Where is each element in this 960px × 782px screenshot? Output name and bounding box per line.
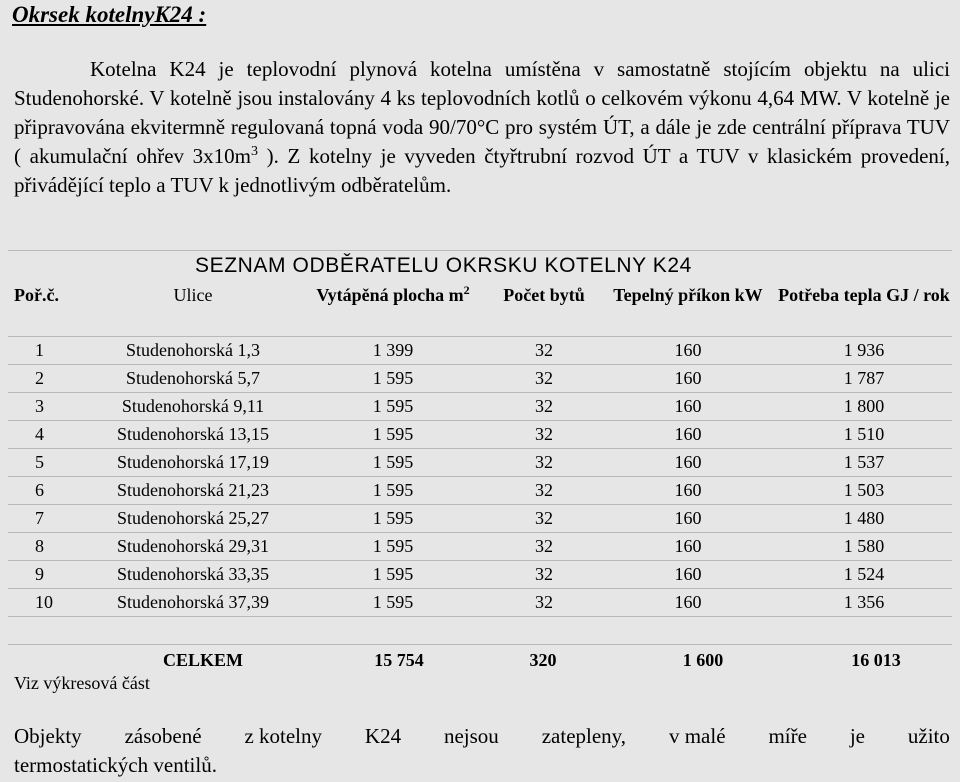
- closing-word: z kotelny: [244, 724, 322, 748]
- table-row: [8, 561, 952, 589]
- closing-word: je: [849, 724, 865, 748]
- total-power: 1 600: [682, 650, 724, 670]
- row-street: Studenohorská 9,11: [88, 393, 298, 421]
- intro-text-part2: ). Z kotelny je vyveden čtyřtrubní rozvod ÚT a TUV v klasickém provedení, přivádějící teplo a TUV k jednotlivým odběratelům.: [14, 144, 950, 197]
- row-power: 160: [600, 393, 776, 421]
- row-area: 1 595: [298, 365, 488, 393]
- closing-word: zatepleny,: [541, 724, 627, 748]
- col-header-street: Ulice: [88, 283, 298, 337]
- row-area: 1 595: [298, 393, 488, 421]
- row-power: 160: [600, 533, 776, 561]
- table-spacer-row: [8, 617, 952, 645]
- row-flats: 32: [488, 449, 600, 477]
- row-nr: 8: [8, 533, 88, 561]
- row-power: 160: [600, 449, 776, 477]
- row-power: 160: [600, 561, 776, 589]
- row-power: 160: [600, 505, 776, 533]
- row-street: Studenohorská 29,31: [88, 533, 298, 561]
- row-nr: 1: [8, 337, 88, 365]
- row-power: 160: [600, 477, 776, 505]
- row-flats: 32: [488, 393, 600, 421]
- closing-word: užito: [907, 724, 950, 748]
- row-nr: 2: [8, 365, 88, 393]
- row-flats: 32: [488, 589, 600, 617]
- row-area: 1 595: [298, 589, 488, 617]
- consumers-table: [8, 283, 952, 645]
- row-street: Studenohorská 13,15: [88, 421, 298, 449]
- row-nr: 5: [8, 449, 88, 477]
- table-row: [8, 533, 952, 561]
- row-area: 1 595: [298, 421, 488, 449]
- col-header-power: Tepelný příkon kW: [600, 283, 776, 337]
- row-area: 1 595: [298, 449, 488, 477]
- total-flats: 320: [529, 650, 557, 670]
- closing-word: v malé: [668, 724, 726, 748]
- row-heat: 1 524: [776, 561, 952, 589]
- total-label: CELKEM: [162, 650, 243, 670]
- row-heat: 1 787: [776, 365, 952, 393]
- row-street: Studenohorská 5,7: [88, 365, 298, 393]
- row-nr: 10: [8, 589, 88, 617]
- row-flats: 32: [488, 477, 600, 505]
- closing-line-1: [14, 722, 950, 751]
- row-street: Studenohorská 33,35: [88, 561, 298, 589]
- row-heat: 1 356: [776, 589, 952, 617]
- row-area: 1 399: [298, 337, 488, 365]
- section-heading: Okrsek kotelnyK24 :: [12, 2, 207, 27]
- row-area: 1 595: [298, 505, 488, 533]
- row-street: Studenohorská 25,27: [88, 505, 298, 533]
- col-header-nr: Poř.č.: [8, 283, 88, 337]
- row-street: Studenohorská 21,23: [88, 477, 298, 505]
- table-row: [8, 365, 952, 393]
- col-header-flats: Počet bytů: [488, 283, 600, 337]
- table-row: [8, 449, 952, 477]
- closing-word: zásobené: [124, 724, 202, 748]
- row-heat: 1 800: [776, 393, 952, 421]
- col-header-area: Vytápěná plocha $m^2$: [298, 283, 488, 337]
- row-heat: 1 503: [776, 477, 952, 505]
- row-power: 160: [600, 337, 776, 365]
- row-flats: 32: [488, 505, 600, 533]
- row-street: Studenohorská 1,3: [88, 337, 298, 365]
- row-power: 160: [600, 365, 776, 393]
- row-flats: 32: [488, 337, 600, 365]
- row-nr: 4: [8, 421, 88, 449]
- table-title: SEZNAM ODBĚRATELU OKRSKU KOTELNY K24: [195, 254, 692, 277]
- row-flats: 32: [488, 561, 600, 589]
- intro-paragraph: [14, 55, 950, 200]
- row-power: 160: [600, 589, 776, 617]
- table-row: [8, 589, 952, 617]
- row-street: Studenohorská 37,39: [88, 589, 298, 617]
- closing-paragraph: [14, 722, 950, 780]
- table-header-row: [8, 283, 952, 337]
- table-row: [8, 337, 952, 365]
- table-row: [8, 393, 952, 421]
- table-row: [8, 505, 952, 533]
- row-nr: 3: [8, 393, 88, 421]
- row-power: 160: [600, 421, 776, 449]
- closing-word: Objekty: [14, 724, 82, 748]
- row-heat: 1 510: [776, 421, 952, 449]
- row-area: 1 595: [298, 561, 488, 589]
- row-flats: 32: [488, 421, 600, 449]
- intro-superscript: 3: [251, 144, 259, 159]
- col-header-heat: Potřeba tepla GJ / rok: [776, 283, 952, 337]
- row-heat: 1 537: [776, 449, 952, 477]
- row-heat: 1 936: [776, 337, 952, 365]
- intro-text-part1: Kotelna K24 je teplovodní plynová kotelna umístěna v samostatně stojícím objektu na ulici Studenohorské. V kotelně jsou instalovány 4 ks teplovodních kotlů o celkovém výkonu 4,64 MW. V kotelně je připravována ekvitermně regulovaná topná voda 90/70°C pro systém ÚT, a dále je zde centrální příprava TUV ( akumulační ohřev 3x10m: [14, 57, 950, 168]
- closing-word: K24: [364, 724, 402, 748]
- row-nr: 6: [8, 477, 88, 505]
- row-nr: 7: [8, 505, 88, 533]
- row-area: 1 595: [298, 533, 488, 561]
- total-area: 15 754: [374, 650, 424, 670]
- table-row: [8, 477, 952, 505]
- row-nr: 9: [8, 561, 88, 589]
- total-heat: 16 013: [851, 650, 901, 670]
- closing-word: míře: [768, 724, 807, 748]
- table-row: [8, 421, 952, 449]
- row-street: Studenohorská 17,19: [88, 449, 298, 477]
- footnote: Viz výkresová část: [14, 673, 150, 693]
- closing-word: nejsou: [443, 724, 499, 748]
- closing-line-2: termostatických ventilů.: [14, 753, 217, 777]
- row-flats: 32: [488, 533, 600, 561]
- row-flats: 32: [488, 365, 600, 393]
- row-heat: 1 480: [776, 505, 952, 533]
- row-heat: 1 580: [776, 533, 952, 561]
- row-area: 1 595: [298, 477, 488, 505]
